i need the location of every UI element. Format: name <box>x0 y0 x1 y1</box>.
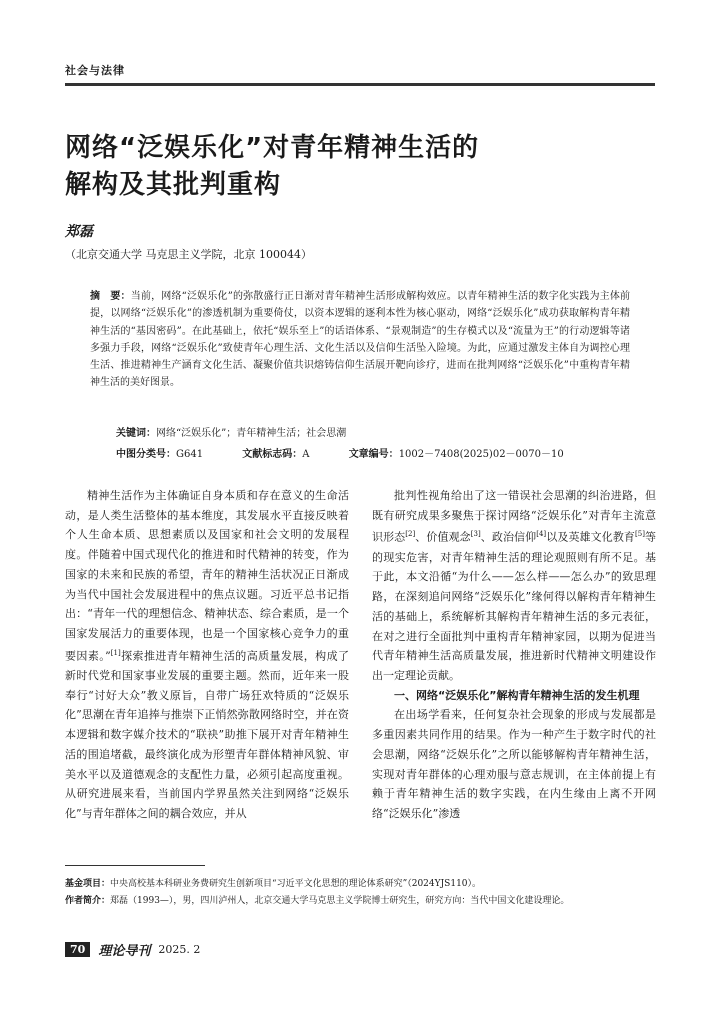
author-affiliation: （北京交通大学 马克思主义学院，北京 100044） <box>65 248 312 261</box>
paragraph: 批判性视角给出了这一错误社会思潮的纠治进路，但既有研究成果多聚焦于探讨网络“泛娱乐化”对青年主流意识形态[2]、价值观念[3]、政治信仰[4]以及英雄文化教育[5]等的现实危害，对青年精神生活的理论观照则有所不足。基于此，本文沿循“为什么——怎么样——怎么办”的致思理路，在深刻追问网络“泛娱乐化”缘何得以解构青年精神生活的基础上，系统解析其解构青年精神生活的多元表征，在对之进行全面批判中重构青年精神家园，以期为促进当代青年精神生活高质量发展，推进新时代精神文明建设作出一定理论贡献。 <box>372 489 657 682</box>
keywords <box>116 424 346 439</box>
keywords-label: 关键词： <box>116 428 156 439</box>
article-number: 文章编号：1002－7408(2025)02－0070－10 <box>348 449 564 460</box>
issue-label: 2025. 2 <box>158 943 201 956</box>
citation-2[interactable]: [2] <box>405 530 416 539</box>
author-name: 郑磊 <box>65 224 93 240</box>
citation-5[interactable]: [5] <box>635 530 645 539</box>
keywords-text: 网络“泛娱乐化”；青年精神生活；社会思潮 <box>156 428 347 439</box>
citation-1[interactable]: [1] <box>110 648 121 657</box>
journal-logo: 理论导刊 <box>98 944 151 959</box>
paragraph: 精神生活作为主体确证自身本质和存在意义的生命活动，是人类生活整体的基本维度，其发展水平直接反映着个人生命本质、思想素质以及国家和社会文明的发展程度。伴随着中国式现代化的推进和时代精神的转变，作为国家的未来和民族的希望，青年的精神生活状况正日渐成为当代中国社会发展进程中的焦点议题。习近平总书记指出：“青年一代的理想信念、精神状态、综合素质，是一个国家发展活力的重要体现，也是一个国家核心竞争力的重要因素。”[1]探索推进青年精神生活的高质量发展，构成了新时代党和国家事业发展的重要主题。然而，近年来一股奉行“讨好大众”教义原旨，自带广场狂欢特质的“泛娱乐化”思潮在青年追捧与推崇下正悄然弥散网络时空，并在资本逻辑和数字媒介技术的“联袂”助推下展开对青年精神生活的围追堵截，最终演化成为形塑青年群体精神风貌、审美水平以及道德观念的支配性力量，必须引起高度重视。从研究进展来看，当前国内学界虽然关注到网络“泛娱乐化”与青年群体之间的耦合效应，并从 <box>65 489 350 820</box>
abstract-label: 摘 要： <box>90 291 131 302</box>
citation-3[interactable]: [3] <box>470 530 481 539</box>
section-heading: 一、网络“泛娱乐化”解构青年精神生活的发生机理 <box>394 688 640 702</box>
abstract <box>90 288 630 392</box>
title-line-2: 解构及其批判重构 <box>65 170 282 200</box>
page-footer <box>65 940 200 959</box>
classification-line <box>116 445 600 460</box>
abstract-text: 当前，网络“泛娱乐化”的弥散盛行正日渐对青年精神生活形成解构效应。以青年精神生活的数字化实践为主体前提，以网络“泛娱乐化”的渗透机制为重要倚仗，以资本逻辑的逐利本性为核心驱动，网络“泛娱乐化”成功获取解构青年精神生活的“基因密码”。在此基础上，依托“娱乐至上”的话语体系、“景观制造”的生存模式以及“流量为王”的行动逻辑等诸多强力手段，网络“泛娱乐化”致使青年心理生活、文化生活以及信仰生活坠入险境。为此，应通过激发主体自为调控心理生活、推进精神生产涵育文化生活、凝聚价值共识熔铸信仰生活展开靶向诊疗，进而在批判网络“泛娱乐化”中重构青年精神生活的美好图景。 <box>90 291 631 389</box>
doc-code: 文献标志码：A <box>242 449 310 460</box>
title-line-1: 网络“泛娱乐化”对青年精神生活的 <box>65 133 480 163</box>
header-rule <box>65 83 655 86</box>
citation-4[interactable]: [4] <box>536 530 547 539</box>
footnote-rule <box>65 865 205 866</box>
body-column-right <box>372 486 656 824</box>
clc-code: 中图分类号：G641 <box>116 449 204 460</box>
paragraph: 在出场学看来，任何复杂社会现象的形成与发展都是多重因素共同作用的结果。作为一种产生于数字时代的社会思潮，网络“泛娱乐化”之所以能够解构青年精神生活，实现对青年群体的心理劝服与意志规训，在主体前提上有赖于青年精神生活的数字实践，在内生缘由上离不开网络“泛娱乐化”渗透 <box>372 708 656 820</box>
funding-footnote: 基金项目：中央高校基本科研业务费研究生创新项目“习近平文化思想的理论体系研究”（2024YJS110）。 <box>65 879 482 889</box>
page-number: 70 <box>65 942 90 957</box>
body-column-left <box>65 486 349 824</box>
author-bio-footnote: 作者简介：郑磊（1993—），男，四川泸州人，北京交通大学马克思主义学院博士研究生，研究方向：当代中国文化建设理论。 <box>65 896 570 906</box>
article-title <box>65 130 665 204</box>
section-tag: 社会与法律 <box>65 64 125 77</box>
